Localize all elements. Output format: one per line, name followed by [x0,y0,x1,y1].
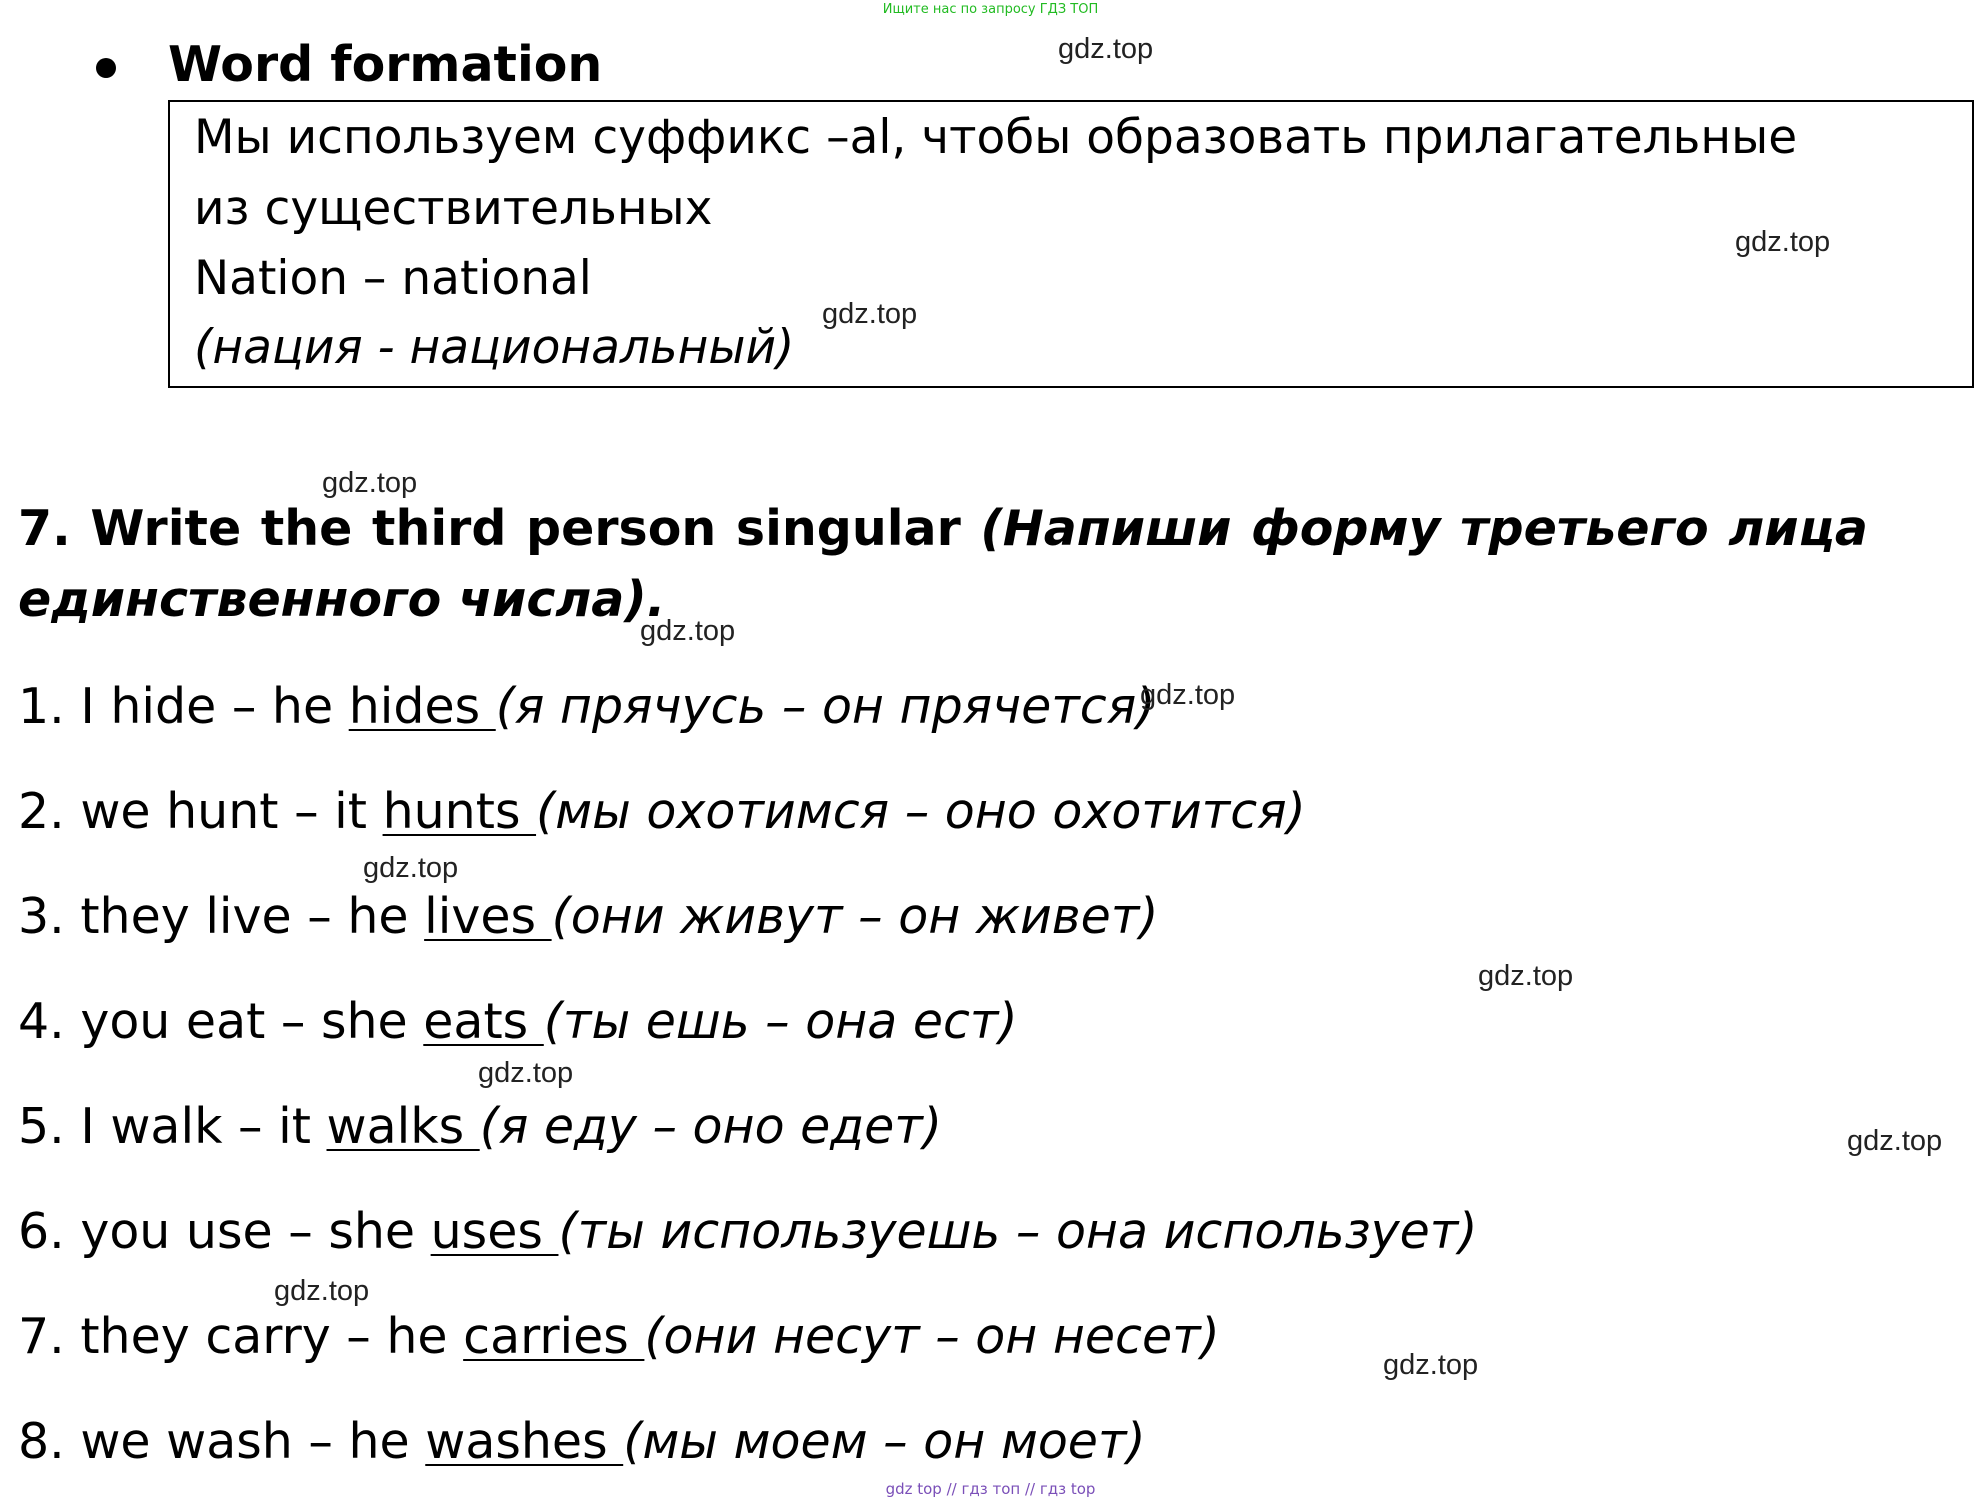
section-heading: Word formation [168,36,603,93]
watermark: gdz.top [1140,679,1236,711]
bullet-icon [96,58,116,78]
answer: washes [425,1413,624,1470]
answer: uses [430,1203,559,1260]
exercise-item-6: 6. you use – she uses (ты используешь – она использует) [18,1203,1478,1260]
exercise-title [18,500,1868,557]
answer: hides [348,678,496,735]
top-banner: Ищите нас по запросу ГДЗ ТОП [882,2,1099,17]
exercise-item-7: 7. they carry – he carries (они несут – он несет) [18,1308,1220,1365]
exercise-title-ru: (Напиши форму третьего лица [980,500,1868,557]
answer: eats [423,993,544,1050]
footer-watermark: gdz top // гдз топ // гдз top [885,1480,1096,1498]
exercise-title-line-2: единственного числа). [18,571,666,628]
translation: (мы моем – он моет) [623,1413,1146,1470]
watermark: gdz.top [1478,960,1574,992]
rule-line-1: Мы используем суффикс –al, чтобы образовать прилагательные [194,110,1798,165]
answer: lives [424,888,552,945]
exercise-item-3: 3. they live – he lives (они живут – он живет) [18,888,1159,945]
rule-line-2: из существительных [194,181,713,236]
translation: (я еду – оно едет) [479,1098,942,1155]
watermark: gdz.top [1735,226,1831,258]
watermark: gdz.top [1058,33,1154,65]
translation: (мы охотимся – оно охотится) [536,783,1306,840]
answer: carries [463,1308,645,1365]
watermark: gdz.top [274,1275,370,1307]
watermark: gdz.top [1383,1349,1479,1381]
watermark: gdz.top [478,1057,574,1089]
watermark: gdz.top [1847,1125,1943,1157]
answer: hunts [382,783,537,840]
exercise-item-2: 2. we hunt – it hunts (мы охотимся – оно охотится) [18,783,1306,840]
translation: (я прячусь – он прячется) [495,678,1156,735]
translation: (ты используешь – она использует) [558,1203,1478,1260]
exercise-item-4: 4. you eat – she eats (ты ешь – она ест) [18,993,1018,1050]
rule-example-translation: (нация - национальный) [194,320,795,375]
translation: (они несут – он несет) [644,1308,1220,1365]
exercise-item-5: 5. I walk – it walks (я еду – оно едет) [18,1098,942,1155]
translation: (ты ешь – она ест) [543,993,1018,1050]
exercise-item-1: 1. I hide – he hides (я прячусь – он прячется) [18,678,1156,735]
rule-example: Nation – national [194,251,592,306]
translation: (они живут – он живет) [551,888,1159,945]
exercise-item-8: 8. we wash – he washes (мы моем – он моет) [18,1413,1146,1470]
watermark: gdz.top [322,467,418,499]
watermark: gdz.top [822,298,918,330]
watermark: gdz.top [363,852,459,884]
watermark: gdz.top [640,615,736,647]
answer: walks [326,1098,480,1155]
exercise-title-en: 7. Write the third person singular [18,500,981,557]
